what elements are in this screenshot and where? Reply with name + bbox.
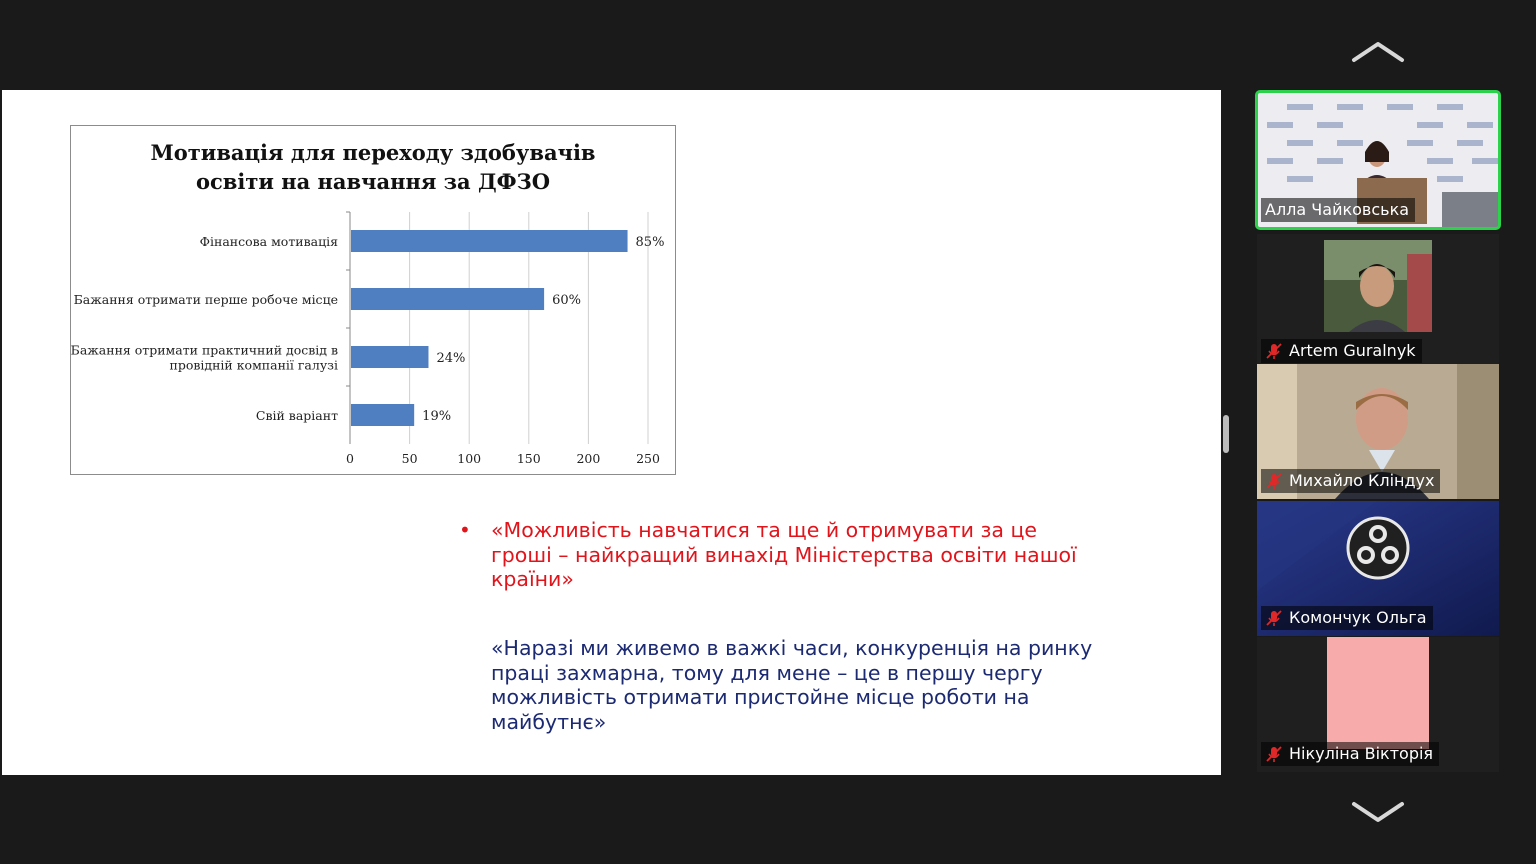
panel-resize-handle[interactable] (1223, 415, 1229, 453)
bar (351, 404, 414, 426)
bar (351, 346, 428, 368)
category-label: Фінансова мотивація (199, 234, 338, 249)
category-label: Бажання отримати практичний досвід в (71, 342, 338, 358)
x-tick-label: 50 (401, 451, 418, 466)
participant-tile-3[interactable] (1257, 364, 1499, 499)
participant-tile-4[interactable] (1257, 501, 1499, 636)
shared-screen-slide (2, 90, 1221, 775)
category-label: провідній компанії галузі (169, 357, 338, 373)
participant-tile-5[interactable] (1257, 637, 1499, 772)
chevron-up-icon[interactable] (1350, 38, 1406, 66)
x-tick-label: 250 (636, 451, 660, 466)
obs-logo-icon (1346, 516, 1410, 580)
data-label: 60% (552, 293, 582, 308)
chart-title (71, 138, 675, 196)
chart-title-line-1: Мотивація для переходу здобувачів (150, 140, 596, 165)
bullet-marker: • (459, 518, 471, 542)
quote-student-1: «Можливість навчатися та ще й отримувати за це гроші – найкращий винахід Міністерства освіти нашої країни» (491, 518, 1077, 591)
category-label: Бажання отримати перше робоче місце (73, 292, 338, 307)
x-tick-label: 200 (576, 451, 601, 466)
chart-title-line-2: освіти на навчання за ДФЗО (195, 169, 551, 194)
participant-name: Михайло Кліндух (1289, 471, 1435, 490)
participant-name-tag (1261, 606, 1433, 630)
data-label: 85% (635, 235, 665, 250)
x-tick-label: 150 (516, 451, 541, 466)
data-label: 19% (422, 409, 452, 424)
mic-off-icon (1265, 609, 1283, 627)
data-label: 24% (436, 351, 466, 366)
participant-tile-2[interactable] (1257, 234, 1499, 369)
bar (351, 288, 544, 310)
participant-name: Нікуліна Вікторія (1289, 744, 1434, 763)
mic-off-icon (1265, 472, 1283, 490)
participant-name-tag (1261, 339, 1422, 363)
bar (351, 230, 628, 252)
participant-name-tag (1261, 742, 1439, 766)
mic-off-icon (1265, 745, 1283, 763)
x-tick-label: 0 (346, 451, 354, 466)
quote-student-2: «Наразі ми живемо в важкі часи, конкуренція на ринку праці захмарна, тому для мене – це в першу чергу можливість отримати пристойне місце роботи на майбутнє» (491, 636, 1093, 734)
participant-name: Алла Чайковська (1265, 200, 1410, 219)
category-label: Свій варіант (255, 408, 338, 423)
x-tick-label: 100 (457, 451, 482, 466)
participant-name-tag (1261, 198, 1415, 222)
bar-chart (70, 125, 676, 475)
mic-off-icon (1265, 342, 1283, 360)
participant-name-tag (1261, 469, 1440, 493)
participant-name: Комончук Ольга (1289, 608, 1427, 627)
participant-tile-1[interactable] (1257, 92, 1499, 228)
chevron-down-icon[interactable] (1350, 798, 1406, 826)
participant-name: Artem Guralnyk (1289, 341, 1416, 360)
